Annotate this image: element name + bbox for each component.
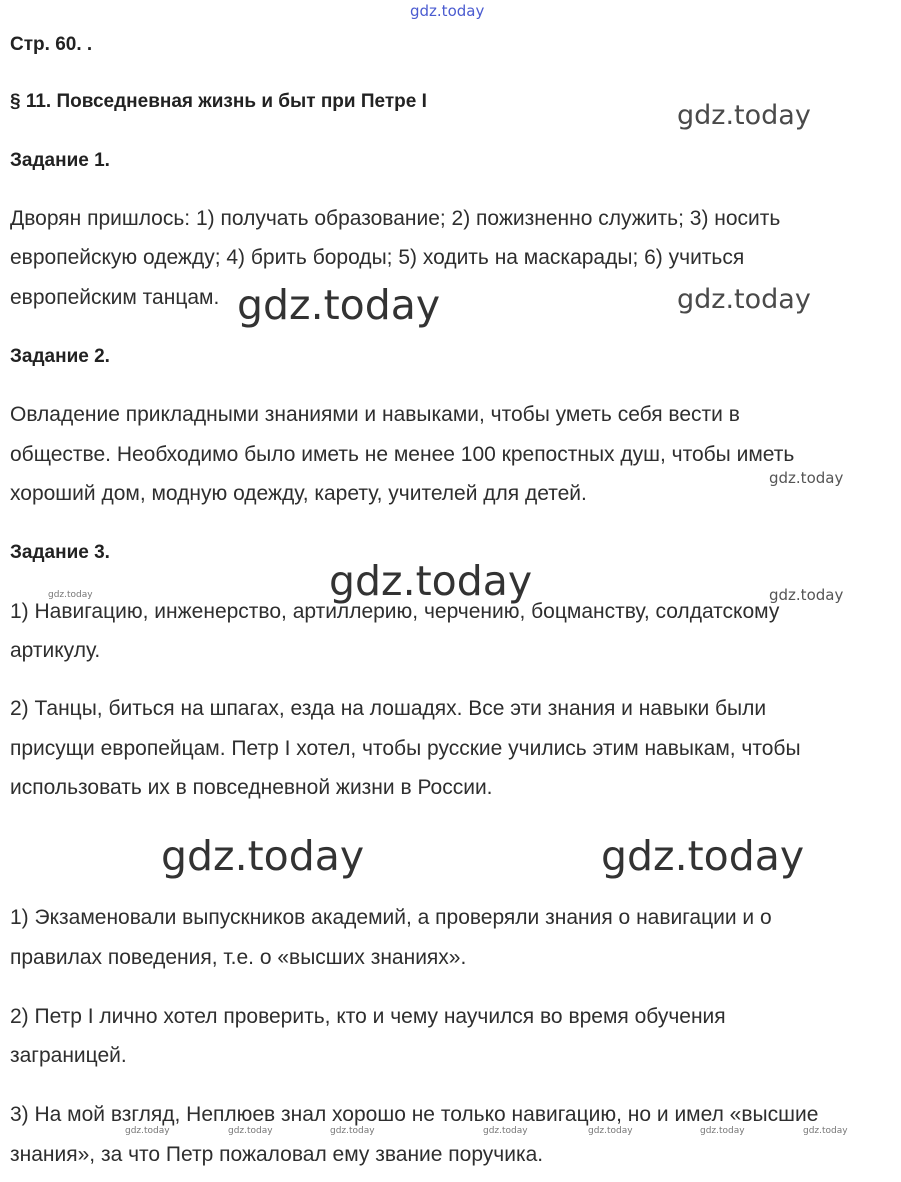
watermark: gdz.today	[48, 590, 93, 600]
task3-p2-line: использовать их в повседневной жизни в России.	[10, 776, 493, 799]
task2-line: Овладение прикладными знаниями и навыками, чтобы уметь себя вести в	[10, 403, 740, 426]
task1-line: европейским танцам.	[10, 286, 220, 309]
task2-line: хороший дом, модную одежду, карету, учителей для детей.	[10, 482, 587, 505]
task1-heading: Задание 1.	[10, 150, 110, 171]
task3-p2-line: 2) Танцы, биться на шпагах, езда на лошадях. Все эти знания и навыки были	[10, 697, 767, 720]
task4-p3-line: 3) На мой взгляд, Неплюев знал хорошо не только навигацию, но и имел «высшие	[10, 1103, 819, 1126]
watermark: gdz.today	[769, 586, 844, 604]
watermark: gdz.today	[677, 100, 811, 131]
watermark: gdz.today	[677, 284, 811, 315]
watermark: gdz.today	[330, 1126, 375, 1136]
watermark: gdz.today	[769, 469, 844, 487]
watermark-top: gdz.today	[410, 2, 485, 20]
watermark: gdz.today	[601, 832, 805, 880]
task3-p1-line: артикулу.	[10, 639, 101, 662]
watermark: gdz.today	[588, 1126, 633, 1136]
watermark: gdz.today	[483, 1126, 528, 1136]
watermark: gdz.today	[228, 1126, 273, 1136]
task4-p2-line: 2) Петр I лично хотел проверить, кто и чему научился во время обучения	[10, 1005, 726, 1028]
task4-p1-line: 1) Экзаменовали выпускников академий, а проверяли знания о навигации и о	[10, 906, 772, 929]
watermark: gdz.today	[161, 832, 365, 880]
task2-heading: Задание 2.	[10, 346, 110, 367]
task1-line: европейскую одежду; 4) брить бороды; 5) ходить на маскарады; 6) учиться	[10, 246, 745, 269]
task3-heading: Задание 3.	[10, 542, 110, 563]
watermark: gdz.today	[125, 1126, 170, 1136]
task4-p3-line: знания», за что Петр пожаловал ему звание поручика.	[10, 1143, 544, 1166]
task4-p1-line: правилах поведения, т.е. о «высших знаниях».	[10, 946, 467, 969]
task1-line: Дворян пришлось: 1) получать образование; 2) пожизненно служить; 3) носить	[10, 207, 781, 230]
section-title: § 11. Повседневная жизнь и быт при Петре I	[10, 91, 427, 112]
watermark: gdz.today	[237, 281, 441, 329]
watermark: gdz.today	[700, 1126, 745, 1136]
task4-p2-line: заграницей.	[10, 1044, 127, 1067]
task3-p1-line: 1) Навигацию, инженерство, артиллерию, черчению, боцманству, солдатскому	[10, 600, 780, 623]
watermark: gdz.today	[803, 1126, 848, 1136]
page-label: Стр. 60. .	[10, 34, 93, 55]
task2-line: обществе. Необходимо было иметь не менее 100 крепостных душ, чтобы иметь	[10, 443, 795, 466]
watermark: gdz.today	[329, 557, 533, 605]
task3-p2-line: присущи европейцам. Петр I хотел, чтобы русские учились этим навыкам, чтобы	[10, 737, 801, 760]
